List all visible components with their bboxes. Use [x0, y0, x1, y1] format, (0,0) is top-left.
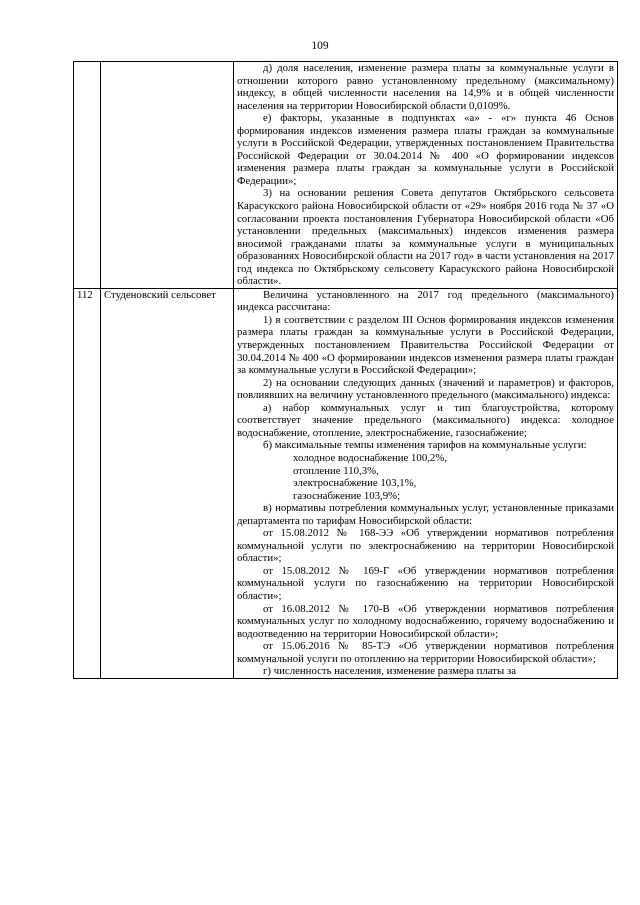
paragraph: от 15.08.2012 № 169-Г «Об утверждении нормативов потребления коммунальной услуги по газоснабжению на территории Новосибирской области»;	[237, 564, 614, 602]
tariff-item: отопление 110,3%,	[293, 464, 379, 477]
page-number: 109	[311, 40, 329, 52]
description-cell	[234, 62, 618, 289]
paragraph: г) численность населения, изменение размера платы за	[263, 665, 517, 678]
paragraph: д) доля населения, изменение размера платы за коммунальные услуги в отношении которого равно установленному предельному (максимальному) индексу, в общей численности населения на 14,9% и в общей численности населения на территории Новосибирской области 0,0109%.	[237, 62, 614, 112]
document-table	[73, 61, 618, 679]
paragraph: от 15.08.2012 № 168-ЭЭ «Об утверждении нормативов потребления коммунальной услуги по электроснабжению на территории Новосибирской области»;	[237, 527, 614, 565]
description-cell	[234, 288, 618, 678]
paragraph: Величина установленного на 2017 год предельного (максимального) индекса рассчитана:	[237, 288, 614, 314]
paragraph: е) факторы, указанные в подпунктах «а» - «г» пункта 46 Основ формирования индексов изменения размера платы граждан за коммунальные услуги в Российской Федерации, утвержденных постановлением Правительства Российской Федерации от 30.04.2014 № 400 «О формировании индексов изменения размера платы граждан за коммунальные услуги в Российской Федерации»;	[237, 112, 614, 187]
paragraph: от 15.06.2016 № 85-ТЭ «Об утверждении нормативов потребления коммунальной услуги по отоплению на территории Новосибирской области»;	[237, 640, 614, 665]
paragraph: в) нормативы потребления коммунальных услуг, установленные приказами департамента по тарифам Новосибирской области:	[237, 502, 614, 527]
tariff-item: электроснабжение 103,1%,	[293, 477, 417, 490]
paragraph: от 16.08.2012 № 170-В «Об утверждении нормативов потребления коммунальных услуг по холодному водоснабжению, горячему водоснабжению и водоотведению на территории Новосибирской области»;	[237, 602, 614, 640]
table-row	[74, 62, 618, 289]
paragraph: 2) на основании следующих данных (значений и параметров) и факторов, повлиявших на величину установленного предельного (максимального) индекса:	[237, 376, 614, 402]
table-row	[74, 288, 618, 678]
paragraph: а) набор коммунальных услуг и тип благоустройства, которому соответствует значение предельного (максимального) индекса: холодное водоснабжение, отопление, электроснабжение, газоснабжение;	[237, 401, 614, 439]
row-number-cell	[74, 62, 101, 289]
settlement-name-cell: Студеновский сельсовет	[101, 288, 234, 678]
paragraph: 1) в соответствии с разделом III Основ формирования индексов изменения размера платы граждан за коммунальные услуги в Российской Федерации, утвержденных постановлением Правительства Российской Федерации от 30.04.2014 № 400 «О формировании индексов изменения размера платы граждан за коммунальные услуги в Российской Федерации»;	[237, 313, 614, 377]
tariff-item: холодное водоснабжение 100,2%,	[293, 451, 448, 464]
tariff-item: газоснабжение 103,9%;	[293, 489, 401, 502]
paragraph: 3) на основании решения Совета депутатов Октябрьского сельсовета Карасукского района Новосибирской области от «29» ноября 2016 года № 37 «О согласовании проекта постановления Губернатора Новосибирской области «Об установлении предельных (максимальных) индексов изменения размера вносимой гражданами платы за коммунальные услуги в муниципальных образованиях Новосибирской области на 2017 год» в части установления на 2017 год индекса по Октябрьскому сельсовету Карасукского района Новосибирской области».	[237, 187, 614, 288]
settlement-name-cell	[101, 62, 234, 289]
paragraph: б) максимальные темпы изменения тарифов на коммунальные услуги:	[263, 439, 587, 452]
row-number-cell: 112	[74, 288, 101, 678]
